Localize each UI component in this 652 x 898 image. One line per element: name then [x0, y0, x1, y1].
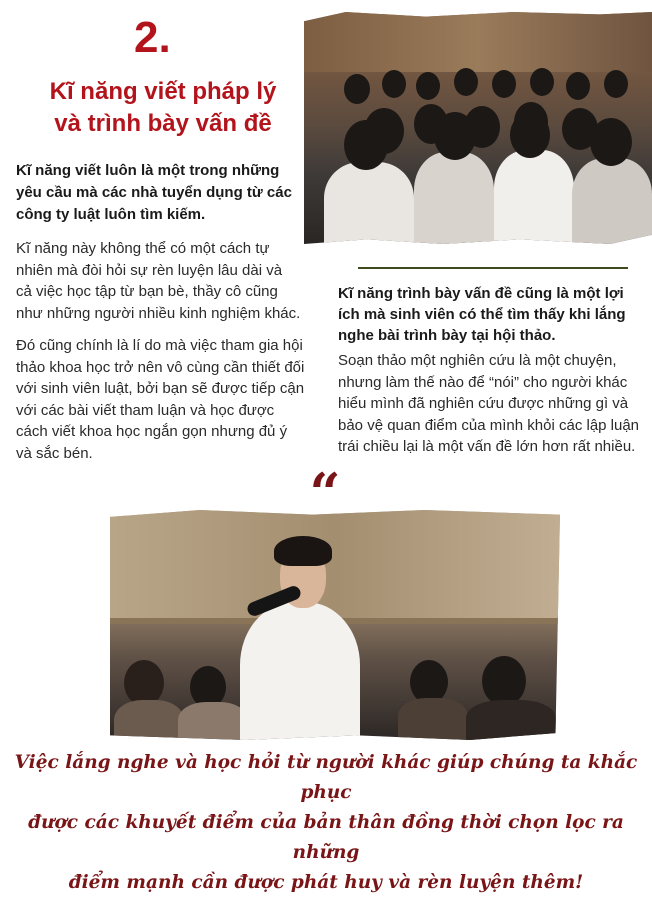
section-title — [18, 76, 308, 140]
writing-skill-lead: Kĩ năng viết luôn là một trong những yêu cầu mà các nhà tuyển dụng từ các công ty luật luôn tìm kiếm. — [16, 162, 292, 223]
section-title-line-1: Kĩ năng viết pháp lý — [49, 78, 277, 105]
audience-photo — [304, 12, 652, 244]
quote-mark-icon: “ — [309, 466, 341, 506]
quote-caption — [10, 748, 642, 898]
quote-caption-line-1: Việc lắng nghe và học hỏi từ người khác giúp chúng ta khắc phục — [14, 752, 638, 803]
speaker-photo — [110, 510, 560, 740]
quote-caption-line-2: được các khuyết điểm của bản thân đồng thời chọn lọc ra những — [28, 812, 624, 863]
writing-skill-paragraph-2: Đó cũng chính là lí do mà việc tham gia hội thảo khoa học trở nên vô cùng cần thiết đối với sinh viên luật, bởi bạn sẽ được tiếp cận với các bài viết tham luận và học được cách viết khoa học ngắn gọn nhưng đủ ý và sắc bén. — [16, 337, 305, 462]
presentation-skill-lead: Kĩ năng trình bày vấn đề cũng là một lợi ích mà sinh viên có thể tìm thấy khi lắng nghe bài trình bày tại hội thảo. — [338, 285, 626, 344]
quote-caption-line-3: điểm mạnh cần được phát huy và rèn luyện thêm! — [68, 872, 584, 893]
presentation-skill-paragraph: Soạn thảo một nghiên cứu là một chuyện, nhưng làm thế nào để “nói” cho người khác hiểu mình đã nghiên cứu được những gì và bảo vệ quan điểm của mình khỏi các lập luận trái chiều lại là một vấn đề lớn hơn rất nhiều. — [338, 352, 640, 455]
column-divider — [358, 267, 628, 269]
writing-skill-paragraph-1: Kĩ năng này không thể có một cách tự nhiên mà đòi hỏi sự rèn luyện lâu dài và cả việc học tập từ bạn bè, thầy cô cũng như những người nhiều kinh nghiệm khác. — [16, 240, 301, 322]
section-number: 2. — [134, 13, 171, 62]
section-title-line-2: và trình bày vấn đề — [54, 110, 272, 137]
